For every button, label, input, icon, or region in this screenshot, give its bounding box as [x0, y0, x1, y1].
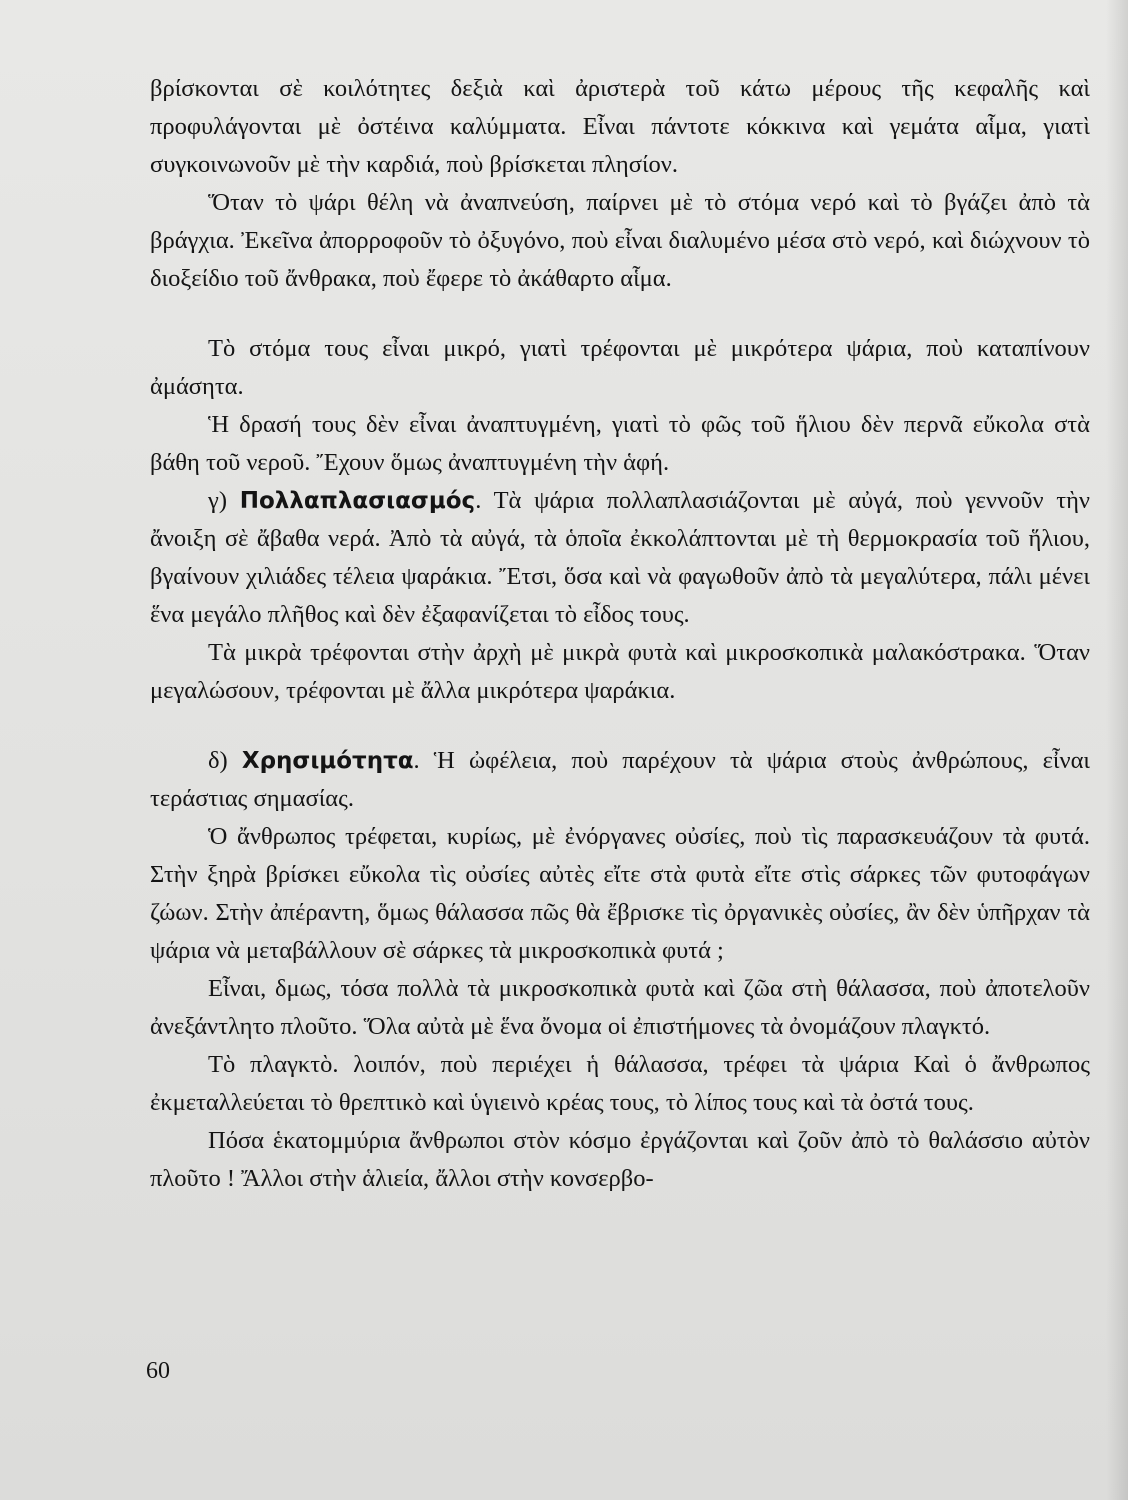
paragraph-usefulness: [150, 742, 1090, 818]
paragraph-reproduction: [150, 482, 1090, 634]
section-heading-reproduction: Πολλαπλασιασμός: [239, 488, 476, 514]
page-number: 60: [146, 1358, 170, 1384]
paragraph-plankton-definition: Εἶναι, δμως, τόσα πολλὰ τὰ μικροσκοπικὰ φυτὰ καὶ ζῶα στὴ θάλασσα, ποὺ ἀποτελοῦν ἀνεξάντλητο πλοῦτο. Ὅλα αὐτὰ μὲ ἕνα ὄνομα οἱ ἐπιστήμονες τὰ ὀνομάζουν πλαγκτό.: [150, 975, 1090, 1040]
paragraph-vision: Ἡ δρασή τους δὲν εἶναι ἀναπτυγμένη, γιατὶ τὸ φῶς τοῦ ἥλιου δὲν περνᾶ εὔκολα στὰ βάθη τοῦ νεροῦ. Ἔχουν ὅμως ἀναπτυγμένη τὴν ἁφή.: [150, 411, 1090, 476]
paragraph-plankton-use: Τὸ πλαγκτὸ. λοιπόν, ποὺ περιέχει ἡ θάλασσα, τρέφει τὰ ψάρια Καὶ ὁ ἄνθρωπος ἐκμεταλλεύεται τὸ θρεπτικὸ καὶ ὑγιεινὸ κρέας τους, τὸ λίπος τους καὶ τὰ ὀστά τους.: [150, 1051, 1090, 1116]
paragraph-livelihoods: Πόσα ἑκατομμύρια ἄνθρωποι στὸν κόσμο ἐργάζονται καὶ ζοῦν ἀπὸ τὸ θαλάσσιο αὐτὸν πλοῦτο ! Ἄλλοι στὴν ἁλιεία, ἄλλοι στὴν κονσερβο-: [150, 1127, 1090, 1192]
paragraph-usefulness-text: . Ἡ ὠφέλεια, ποὺ παρέχουν τὰ ψάρια στοὺς ἀνθρώπους, εἶναι τεράστιας σημασίας.: [150, 747, 1091, 812]
paragraph-feeding-young: Τὰ μικρὰ τρέφονται στὴν ἀρχὴ μὲ μικρὰ φυτὰ καὶ μικροσκοπικὰ μαλακόστρακα. Ὅταν μεγαλώσουν, τρέφονται μὲ ἄλλα μικρότερα ψαράκια.: [150, 639, 1090, 704]
page-edge-shadow: [1106, 0, 1128, 1500]
paragraph-gills-location: βρίσκονται σὲ κοιλότητες δεξιὰ καὶ ἀριστερὰ τοῦ κάτω μέρους τῆς κεφαλῆς καὶ προφυλάγονται μὲ ὀστέινα καλύμματα. Εἶναι πάντοτε κόκκινα καὶ γεμάτα αἷμα, γιατὶ συγκοινωνοῦν μὲ τὴν καρδιά, ποὺ βρίσκεται πλησίον.: [150, 75, 1090, 178]
section-label-c: γ): [208, 487, 240, 514]
section-heading-usefulness: Χρησιμότητα: [241, 748, 414, 774]
body-text: [150, 70, 1090, 1198]
paragraph-mouth: Τὸ στόμα τους εἶναι μικρό, γιατὶ τρέφονται μὲ μικρότερα ψάρια, ποὺ καταπίνουν ἀμάσητα.: [150, 335, 1090, 400]
paragraph-reproduction-text: . Τὰ ψάρια πολλαπλασιάζονται μὲ αὐγά, ποὺ γεννοῦν τὴν ἄνοιξη σὲ ἄβαθα νερά. Ἀπὸ τὰ αὐγά, τὰ ὁποῖα ἐκκολάπτονται μὲ τὴ θερμοκρασία τοῦ ἥλιου, βγαίνουν χιλιάδες τέλεια ψαράκια. Ἔτσι, ὅσα καὶ νὰ φαγωθοῦν ἀπὸ τὰ μεγαλύτερα, πάλι μένει ἕνα μεγάλο πλῆθος καὶ δὲν ἐξαφανίζεται τὸ εἶδος τους.: [150, 487, 1090, 628]
paragraph-breathing: Ὅταν τὸ ψάρι θέλη νὰ ἀναπνεύση, παίρνει μὲ τὸ στόμα νερό καὶ τὸ βγάζει ἀπὸ τὰ βράγχια. Ἐκεῖνα ἀπορροφοῦν τὸ ὀξυγόνο, ποὺ εἶναι διαλυμένο μέσα στὸ νερό, καὶ διώχνουν τὸ διοξείδιο τοῦ ἄνθρακα, ποὺ ἔφερε τὸ ἀκάθαρτο αἷμα.: [150, 189, 1090, 292]
section-label-d: δ): [208, 747, 242, 774]
paragraph-organic-matter: Ὁ ἄνθρωπος τρέφεται, κυρίως, μὲ ἐνόργανες οὐσίες, ποὺ τὶς παρασκευάζουν τὰ φυτά. Στὴν ξηρὰ βρίσκει εὔκολα τὶς οὐσίες αὐτὲς εἴτε στὰ φυτὰ εἴτε στὶς σάρκες τῶν φυτοφάγων ζώων. Στὴν ἀπέραντη, ὅμως θάλασσα πῶς θὰ ἔβρισκε τὶς ὀργανικὲς οὐσίες, ἂν δὲν ὑπῆρχαν τὰ ψάρια νὰ μεταβάλλουν σὲ σάρκες τὰ μικροσκοπικὰ φυτά ;: [150, 823, 1090, 964]
